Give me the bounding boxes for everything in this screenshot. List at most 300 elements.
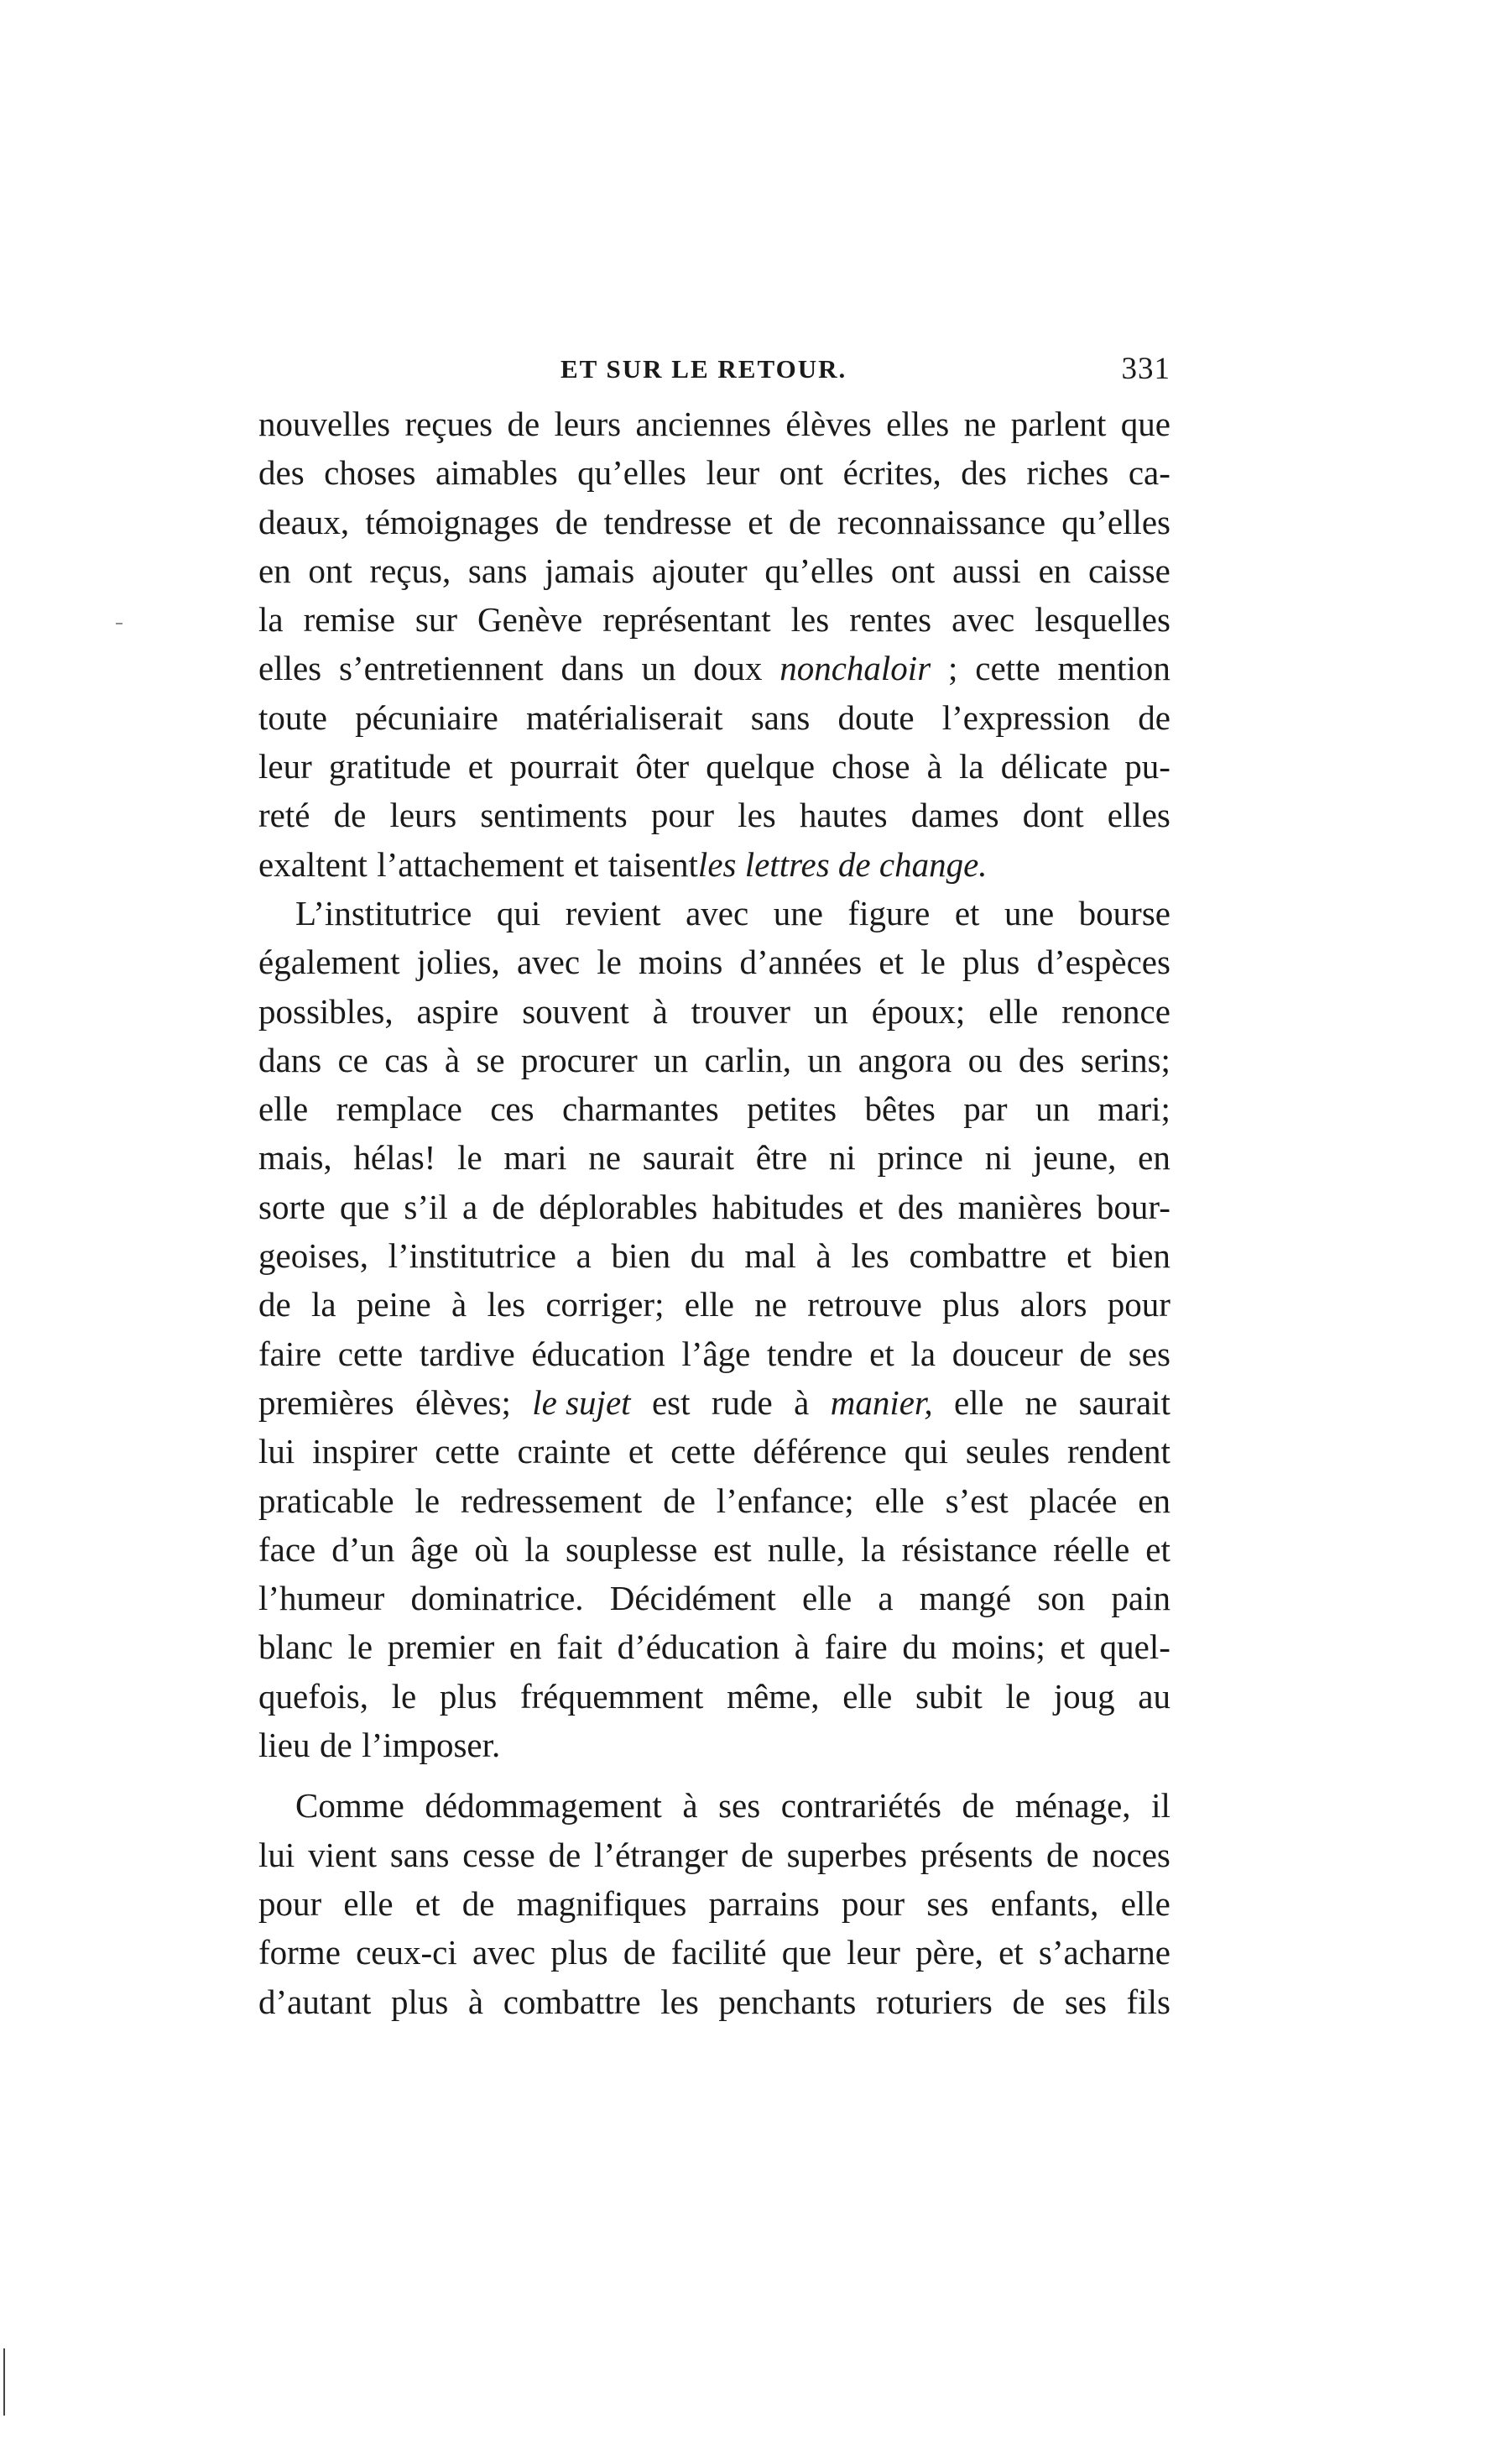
text-line [258,1879,1170,1928]
word: joug [1053,1676,1115,1716]
word: bien [1111,1236,1170,1276]
word: et [748,502,773,541]
word: pécuniaire [355,697,498,737]
word: le [457,1138,482,1178]
word: délicate [1000,747,1108,786]
text-line [258,742,1170,791]
text-line [258,1378,1170,1427]
word: un [813,991,848,1031]
word: que [781,1933,832,1972]
word: la [311,1285,336,1324]
word: sans [389,1835,450,1874]
word: que [339,1187,390,1226]
word: gratitude [328,747,451,786]
text-line [258,987,1170,1036]
word: matérialiserait [526,697,723,737]
word: elle [874,1481,925,1520]
word: reconnaissance [837,502,1046,541]
word: s’est [945,1481,1009,1520]
word: qui [904,1432,949,1471]
word: quelque [706,747,816,786]
word: charmantes [562,1089,719,1129]
word: combattre [503,1982,641,2021]
word: du [690,1236,725,1276]
word: présents [920,1835,1034,1874]
word: elle [684,1285,734,1324]
word: dans [258,1040,322,1079]
word: ont [308,551,352,590]
text-line [258,693,1170,742]
text-line [258,791,1170,839]
word: de [1012,1982,1045,2021]
word: dédommagement [425,1786,662,1826]
word: écrites, [842,453,941,493]
word: elle [842,1676,893,1716]
word: noces [1092,1835,1170,1874]
word: angora [858,1040,952,1079]
word: représentant [602,600,771,640]
word: et [467,747,493,786]
word: hélas! [353,1138,436,1178]
word: lieu [258,1726,310,1765]
word: en [1138,1481,1170,1520]
word: premier [387,1627,495,1667]
word: être [755,1138,808,1178]
word: à [451,1285,467,1324]
word: deaux, [258,502,350,541]
word: figure [847,893,931,932]
word: de [507,405,540,443]
text-line [258,1427,1170,1476]
word: exaltent [258,844,368,884]
word: revient [565,893,661,932]
word: et [869,1334,894,1373]
edge-mark [3,2348,5,2416]
word: l’étranger [594,1835,728,1874]
text-line [258,889,1170,938]
word: ces [490,1089,534,1129]
word: hautes [799,796,888,835]
word: qu’elles [577,453,686,493]
word: époux; [871,991,966,1031]
word: ; [948,649,958,688]
word: s’entretiennent [339,649,544,688]
word: elle [802,1579,852,1618]
word: avec [952,600,1015,640]
word: remise [303,600,395,640]
word: nonchaloir [779,649,931,688]
word: L’institutrice [295,893,472,932]
running-title: ET SUR LE RETOUR. [560,354,847,384]
text-line [258,498,1170,546]
word: le sujet [532,1382,631,1422]
word: en [258,551,291,590]
word: anciennes [635,405,772,443]
word: ont [779,453,824,493]
word: contrariétés [780,1786,941,1826]
word: d’années [739,943,863,982]
word: pu- [1124,747,1170,786]
word: ne [588,1138,621,1178]
word: Décidément [609,1579,776,1618]
word: taisent [607,844,698,884]
word: douceur [952,1334,1063,1373]
word: forme [258,1933,341,1972]
word: le [597,943,622,982]
word: déférence [753,1432,887,1471]
word: père, [915,1933,983,1972]
word: est [651,1382,691,1422]
text-line [258,400,1170,448]
word: à [794,1382,810,1422]
word: elles [886,405,950,443]
text-line [258,1084,1170,1133]
text-line [258,1574,1170,1622]
word: de [741,1835,774,1874]
word: fils [1126,1982,1170,2021]
text-line [258,1183,1170,1231]
word: cette [975,649,1040,688]
word: blanc [258,1627,333,1667]
word: cette [337,1334,404,1373]
word: ce [337,1040,368,1079]
word: son [1037,1579,1086,1618]
text-line [258,1672,1170,1721]
word: de [258,1285,291,1324]
word: de [461,1883,495,1923]
word: s’il [404,1187,448,1226]
word: inspirer [312,1432,418,1471]
word: souplesse [565,1529,698,1569]
word: quel- [1099,1627,1170,1667]
word: d’autant [258,1982,372,2021]
word: parlent [1010,405,1107,443]
text-line [258,938,1170,986]
word: procurer [520,1040,638,1079]
word: enfants, [990,1883,1099,1923]
word: praticable [258,1481,394,1520]
word: à [652,991,668,1031]
word: en [508,1627,542,1667]
word: saurait [642,1138,734,1178]
word: face [258,1529,316,1569]
word: à [816,1236,832,1276]
word: cette [435,1432,500,1471]
word: à [682,1786,698,1826]
word: et [1060,1627,1085,1667]
word: corriger; [545,1285,665,1324]
word: de [1138,697,1170,737]
word: serins; [1080,1040,1170,1079]
word: l’humeur [258,1579,385,1618]
word: pour [841,1883,905,1923]
margin-mark [116,623,123,624]
word: un [1035,1089,1070,1129]
word: elle [258,1089,309,1129]
word: à [467,1982,484,2021]
word: reté [258,796,310,835]
word: ses [926,1883,969,1923]
word: au [1138,1676,1170,1716]
word: manières [957,1187,1082,1226]
word: choses [324,453,416,493]
page-number: 331 [1121,352,1170,386]
word: avec [472,1933,536,1972]
text-line [258,1231,1170,1280]
word: de [319,1726,352,1765]
word: qui [496,893,541,932]
word: subit [915,1676,983,1716]
word: geoises, [258,1236,368,1276]
text-line [258,644,1170,692]
word: Comme [295,1786,404,1826]
word: se [476,1040,505,1079]
word: de [492,1187,525,1226]
word: ajouter [651,551,748,590]
word: la [860,1529,886,1569]
word: a [462,1187,478,1226]
word: les [738,796,776,835]
word: faire [824,1627,888,1667]
word: les [790,600,830,640]
text-line [258,840,1170,889]
word: redressement [461,1481,643,1520]
word: ses [718,1786,761,1826]
word: ne [1025,1382,1058,1422]
word: leur [847,1933,900,1972]
word: ont [890,551,936,590]
word: elle [988,991,1039,1031]
word: nulle, [767,1529,845,1569]
text-line [258,448,1170,497]
text-line [258,1622,1170,1671]
word: pour [1107,1285,1170,1324]
word: aimables [435,453,558,493]
word: la [958,747,984,786]
word: moins [639,943,723,982]
word: prince [877,1138,964,1178]
word: ne [754,1285,787,1324]
word: le [347,1627,373,1667]
word: de [1079,1334,1113,1373]
word: cesse [462,1835,535,1874]
word: résistance [901,1529,1038,1569]
word: où [474,1529,509,1569]
word: reçues [404,405,493,443]
word: pour [650,796,715,835]
word: ses [1128,1334,1170,1373]
word: bien [611,1236,671,1276]
word: des [1018,1040,1065,1079]
text-line [258,1476,1170,1525]
word: doux [693,649,763,688]
word: élèves; [415,1382,511,1422]
word: âge [410,1529,459,1569]
word: de [623,1933,656,1972]
word: par [963,1089,1008,1129]
word: renonce [1061,991,1170,1031]
word: elle [343,1883,394,1923]
word: magnifiques [516,1883,687,1923]
word: d’espèces [1036,943,1170,982]
word: jolies, [416,943,500,982]
word: dont [1022,796,1084,835]
word: l’enfance; [716,1481,854,1520]
word: déplorables [539,1187,698,1226]
text-line [258,1329,1170,1378]
word: reçus, [369,551,451,590]
word: également [258,943,400,982]
word: mais, [258,1138,332,1178]
word: chose [832,747,910,786]
word: crainte [517,1432,611,1471]
text-line [258,1721,1170,1769]
word: ni [828,1138,856,1178]
word: fait [556,1627,602,1667]
word: les [487,1285,526,1324]
word: parrains [708,1883,820,1923]
word: l’institutrice [388,1236,556,1276]
word: avec [516,943,581,982]
word: une [1004,893,1055,932]
word: pourrait [509,747,619,786]
word: elles [258,649,322,688]
word: le [391,1676,417,1716]
word: leur [706,453,760,493]
word: et [858,1187,884,1226]
word: plus [439,1676,498,1716]
word: quefois, [258,1676,368,1716]
word: pain [1111,1579,1170,1618]
word: à [794,1627,810,1667]
word: retrouve [807,1285,922,1324]
word: pour [258,1883,322,1923]
word: et [414,1883,441,1923]
word: éducation [531,1334,665,1373]
word: s’acharne [1038,1933,1170,1972]
word: souvent [522,991,629,1031]
word: moins; [952,1627,1045,1667]
word: en [1038,551,1071,590]
word: un [807,1040,842,1079]
word: à [926,747,942,786]
word: plus [942,1285,1000,1324]
word: placée [1029,1481,1118,1520]
word: en [1138,1138,1170,1178]
word: l’attachement [377,844,565,884]
word: jamais [545,551,635,590]
word: même, [727,1676,820,1716]
word: de [962,1786,995,1826]
word: élèves [785,405,872,443]
word: premières [258,1382,394,1422]
word: rentes [849,600,932,640]
word: cette [670,1432,736,1471]
word: sur [414,600,458,640]
word: lui [258,1432,295,1471]
word: rude [711,1382,773,1422]
word: petites [747,1089,837,1129]
word: mangé [919,1579,1012,1618]
word: les [660,1982,699,2021]
text-line [258,1781,1170,1830]
word: de [548,1835,581,1874]
word: ni [984,1138,1012,1178]
word: sans [467,551,528,590]
word: mention [1057,649,1170,688]
word: l’imposer. [362,1726,501,1765]
text-line [258,1133,1170,1182]
word: ôter [635,747,690,786]
word: cas [384,1040,429,1079]
word: plus [550,1933,608,1972]
word: Genève [477,600,583,640]
word: et [628,1432,654,1471]
word: caisse [1087,551,1170,590]
word: réelle [1053,1529,1130,1569]
word: et [879,943,904,982]
word: de [663,1481,696,1520]
word: est [713,1529,752,1569]
word: manier, [830,1382,933,1422]
word: d’un [331,1529,395,1569]
word: la [258,600,284,640]
word: bour- [1096,1187,1170,1226]
text-line [258,595,1170,644]
word: ceux-ci [356,1933,457,1972]
word: de [555,502,588,541]
word: il [1151,1786,1170,1826]
word: avec [686,893,749,932]
word: et [573,844,599,884]
word: superbes [786,1835,908,1874]
word: possibles, [258,991,394,1031]
word: dans [560,649,624,688]
word: sentiments [480,796,628,835]
word: vient [308,1835,378,1874]
text-line [258,546,1170,595]
word: et [998,1933,1024,1972]
word: bourse [1078,893,1170,932]
word: des [897,1187,944,1226]
word: roturiers [875,1982,993,2021]
word: plus [390,1982,449,2021]
word: mari [503,1138,567,1178]
word: la [910,1334,936,1373]
word: et [954,893,980,932]
word: l’expression [941,697,1111,737]
word: dominatrice. [410,1579,584,1618]
word: bêtes [864,1089,936,1129]
text-line [258,1036,1170,1084]
word: une [773,893,823,932]
word: de [1046,1835,1079,1874]
word: leurs [389,796,457,835]
word: jeune, [1033,1138,1117,1178]
word: et [1066,1236,1092,1276]
word: ca- [1128,453,1170,493]
word: la [524,1529,550,1569]
word: tardive [419,1334,515,1373]
text-line [258,1280,1170,1329]
word: peine [356,1285,431,1324]
word: que [1120,405,1170,443]
word: le [414,1481,441,1520]
word: seules [965,1432,1051,1471]
word: facilité [670,1933,767,1972]
word: ne [963,405,997,443]
word: du [902,1627,937,1667]
